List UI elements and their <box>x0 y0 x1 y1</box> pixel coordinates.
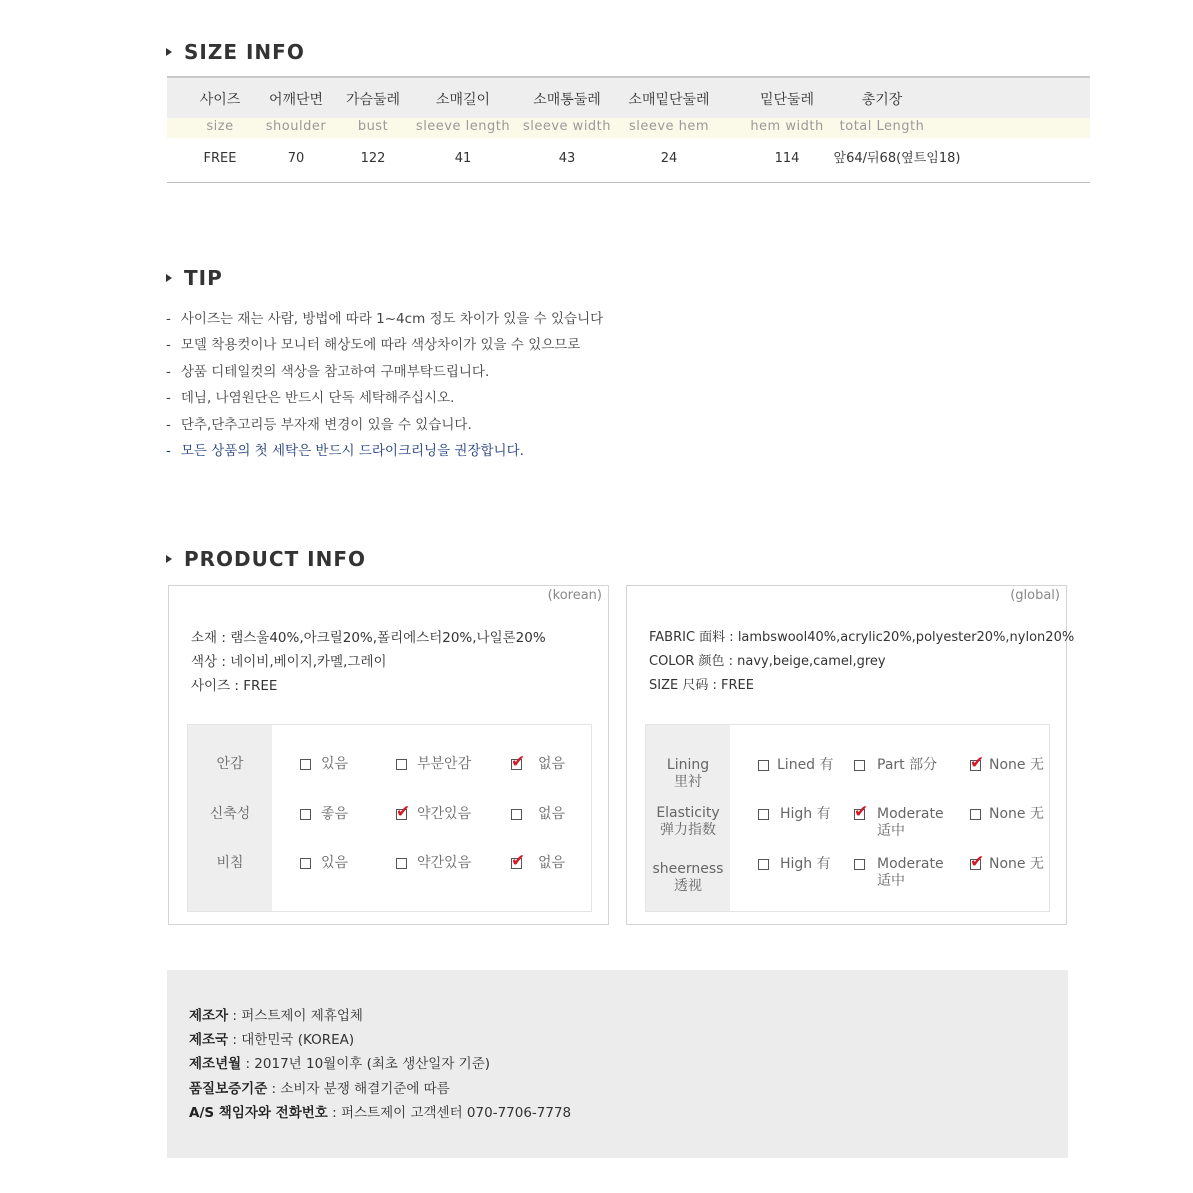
size-value: 70 <box>287 151 305 166</box>
global-row-label-en: Elasticity <box>656 805 720 821</box>
size-value: 24 <box>660 151 678 166</box>
checkbox-checked[interactable] <box>511 851 526 871</box>
checkbox-label: 좋음 <box>321 806 349 822</box>
size-header-en: sleeve length <box>415 119 511 134</box>
tip-dash: - <box>166 390 171 407</box>
checkbox-label: Part 部分 <box>877 757 938 773</box>
checkbox-checked[interactable] <box>854 802 869 822</box>
tip-dash: - <box>166 337 171 354</box>
checkbox-label: None 无 <box>989 757 1044 773</box>
checkbox-label <box>877 806 944 840</box>
triangle-bullet-icon <box>166 274 172 282</box>
triangle-bullet-icon <box>166 48 172 56</box>
maker-row <box>189 1077 450 1097</box>
maker-key: 제조자 <box>189 1008 229 1024</box>
checkbox-label: Lined 有 <box>777 757 834 773</box>
maker-row <box>189 1004 363 1024</box>
tip-text: 사이즈는 재는 사람, 방법에 따라 1~4cm 정도 차이가 있을 수 있습니다 <box>180 311 604 327</box>
maker-key: 제조년월 <box>189 1056 242 1072</box>
size-header-en: total Length <box>839 119 925 134</box>
product-info-korean-box <box>168 585 609 925</box>
checkbox[interactable] <box>396 759 407 770</box>
tip-item <box>166 415 603 441</box>
checkbox-label: 부분안감 <box>417 756 472 772</box>
size-header-en: hem width <box>750 119 824 134</box>
size-header-kr: 어깨단면 <box>268 92 324 108</box>
maker-value: : 소비자 분쟁 해결기준에 따름 <box>267 1081 450 1097</box>
maker-value: : 대한민국 (KOREA) <box>228 1032 355 1048</box>
tip-item-highlight <box>166 441 603 467</box>
checkbox[interactable] <box>300 809 311 820</box>
korean-fabric-line: 소재 : 램스울40%,아크릴20%,폴리에스터20%,나일론20% <box>191 630 546 646</box>
size-value: 114 <box>774 151 800 166</box>
checkmark-icon: ✔ <box>970 753 985 773</box>
checkbox-label: 없음 <box>538 806 566 822</box>
global-info-lines <box>649 626 1074 698</box>
checkmark-icon: ✔ <box>511 851 526 871</box>
checkbox[interactable] <box>758 809 769 820</box>
maker-key: A/S 책임자와 전화번호 <box>189 1105 328 1121</box>
global-row-label <box>646 757 730 791</box>
maker-row <box>189 1101 571 1121</box>
tip-dash: - <box>166 311 171 327</box>
manufacturer-info-box <box>167 970 1068 1158</box>
size-table <box>167 76 1090 183</box>
korean-info-lines <box>191 626 546 698</box>
checkbox-label-en: Moderate <box>877 856 944 872</box>
checkbox-label: 약간있음 <box>417 806 472 822</box>
size-header-kr: 소매길이 <box>435 92 491 108</box>
size-value: 41 <box>454 151 472 166</box>
product-info-global-box <box>626 585 1075 925</box>
checkmark-icon: ✔ <box>854 802 869 822</box>
global-fabric-line: FABRIC 面料 : lambswool40%,acrylic20%,polyester20%,nylon20% <box>649 630 1075 645</box>
checkbox-label-en: Moderate <box>877 806 944 822</box>
global-row-label-en: sheerness <box>652 861 724 877</box>
checkbox[interactable] <box>854 859 865 870</box>
size-header-kr: 소매통둘레 <box>533 92 601 108</box>
size-value: FREE <box>203 151 237 166</box>
size-header-en: sleeve width <box>522 119 612 134</box>
size-header-kr: 소매밑단둘레 <box>628 92 710 108</box>
global-attribute-grid <box>645 724 1050 912</box>
checkbox-label: High 有 <box>780 856 831 872</box>
tip-dash: - <box>166 442 171 459</box>
checkbox-label: High 有 <box>780 806 831 822</box>
checkbox[interactable] <box>300 858 311 869</box>
maker-value: : 퍼스트제이 고객센터 070-7706-7778 <box>327 1105 572 1121</box>
maker-row <box>189 1052 490 1072</box>
checkbox-label: 없음 <box>538 756 566 772</box>
checkbox-label <box>877 856 944 890</box>
maker-row <box>189 1028 354 1048</box>
tip-text: 모델 착용컷이나 모니터 해상도에 따라 색상차이가 있을 수 있으므로 <box>180 337 581 354</box>
checkbox-checked[interactable] <box>970 852 985 872</box>
checkmark-icon: ✔ <box>396 802 411 822</box>
global-row-label-cn: 透视 <box>674 878 702 894</box>
global-row-label-cn: 里衬 <box>674 774 702 790</box>
checkbox[interactable] <box>396 858 407 869</box>
checkbox[interactable] <box>511 809 522 820</box>
korean-row-label: 안감 <box>216 756 244 772</box>
size-value: 122 <box>360 151 386 166</box>
global-row-label-cn: 弹力指数 <box>660 822 716 838</box>
global-row-label <box>646 805 730 839</box>
checkbox[interactable] <box>300 759 311 770</box>
checkbox-checked[interactable] <box>396 802 411 822</box>
size-header-korean-row <box>167 78 1090 118</box>
size-header-en: shoulder <box>265 119 327 134</box>
tip-item <box>166 335 603 361</box>
maker-value: : 퍼스트제이 제휴업체 <box>228 1008 363 1024</box>
global-row-label-en: Lining <box>666 757 710 773</box>
tip-item <box>166 309 603 335</box>
global-size-line: SIZE 尺码 : FREE <box>649 678 754 693</box>
size-header-kr: 사이즈 <box>199 92 241 108</box>
tip-text: 단추,단추고리등 부자재 변경이 있을 수 있습니다. <box>180 416 472 433</box>
checkmark-icon: ✔ <box>511 752 526 772</box>
size-info-title <box>166 40 305 64</box>
tip-text: 모든 상품의 첫 세탁은 반드시 드라이크리닝을 권장합니다. <box>180 442 524 459</box>
korean-color-line: 색상 : 네이비,베이지,카멜,그레이 <box>191 654 387 670</box>
size-value: 앞64/뒤68(옆트임18) <box>833 151 961 166</box>
triangle-bullet-icon <box>166 555 172 563</box>
checkbox-label-cn: 适中 <box>877 823 905 839</box>
korean-attribute-grid <box>187 724 592 912</box>
size-header-kr: 가슴둘레 <box>345 92 401 108</box>
checkbox[interactable] <box>758 760 769 771</box>
tip-item <box>166 388 603 414</box>
size-header-kr: 밑단둘레 <box>759 92 815 108</box>
checkmark-icon: ✔ <box>970 852 985 872</box>
size-info-title-text: SIZE INFO <box>184 40 305 64</box>
size-header-english-row <box>167 118 1090 138</box>
maker-key: 제조국 <box>189 1032 229 1048</box>
global-color-line: COLOR 颜色 : navy,beige,camel,grey <box>649 654 886 669</box>
checkbox-label-cn: 适中 <box>877 873 905 889</box>
size-header-en: bust <box>357 119 389 134</box>
checkbox-label: 있음 <box>321 855 349 871</box>
size-header-kr: 총기장 <box>861 92 903 108</box>
korean-row-label: 신축성 <box>209 806 251 822</box>
tip-list <box>166 309 603 467</box>
checkbox-label: 없음 <box>538 855 566 871</box>
maker-key: 품질보증기준 <box>189 1081 268 1097</box>
tip-text: 상품 디테일컷의 색상을 참고하여 구매부탁드립니다. <box>180 363 490 380</box>
maker-value: : 2017년 10월이후 (최초 생산일자 기준) <box>241 1056 491 1072</box>
size-value: 43 <box>558 151 576 166</box>
checkbox[interactable] <box>758 859 769 870</box>
checkbox-label: None 无 <box>989 806 1044 822</box>
korean-tag: (korean) <box>547 588 602 603</box>
product-info-title-text: PRODUCT INFO <box>184 547 367 571</box>
size-header-en: sleeve hem <box>628 119 710 134</box>
checkbox-label: None 无 <box>989 856 1044 872</box>
checkbox[interactable] <box>970 809 981 820</box>
global-row-label <box>646 861 730 895</box>
tip-title <box>166 266 223 290</box>
tip-dash: - <box>166 416 171 433</box>
size-values-row <box>167 138 1090 180</box>
tip-title-text: TIP <box>184 266 223 290</box>
size-header-en: size <box>206 119 234 134</box>
checkbox-checked[interactable] <box>970 753 985 773</box>
tip-text: 데님, 나염원단은 반드시 단독 세탁해주십시오. <box>180 390 455 407</box>
tip-item <box>166 362 603 388</box>
checkbox-label: 있음 <box>321 756 349 772</box>
global-tag: (global) <box>1010 588 1060 603</box>
korean-size-line: 사이즈 : FREE <box>191 678 278 694</box>
checkbox-label: 약간있음 <box>417 855 472 871</box>
checkbox-checked[interactable] <box>511 752 526 772</box>
korean-row-label: 비침 <box>216 855 244 871</box>
checkbox[interactable] <box>854 760 865 771</box>
tip-dash: - <box>166 363 171 380</box>
product-info-title <box>166 547 366 571</box>
